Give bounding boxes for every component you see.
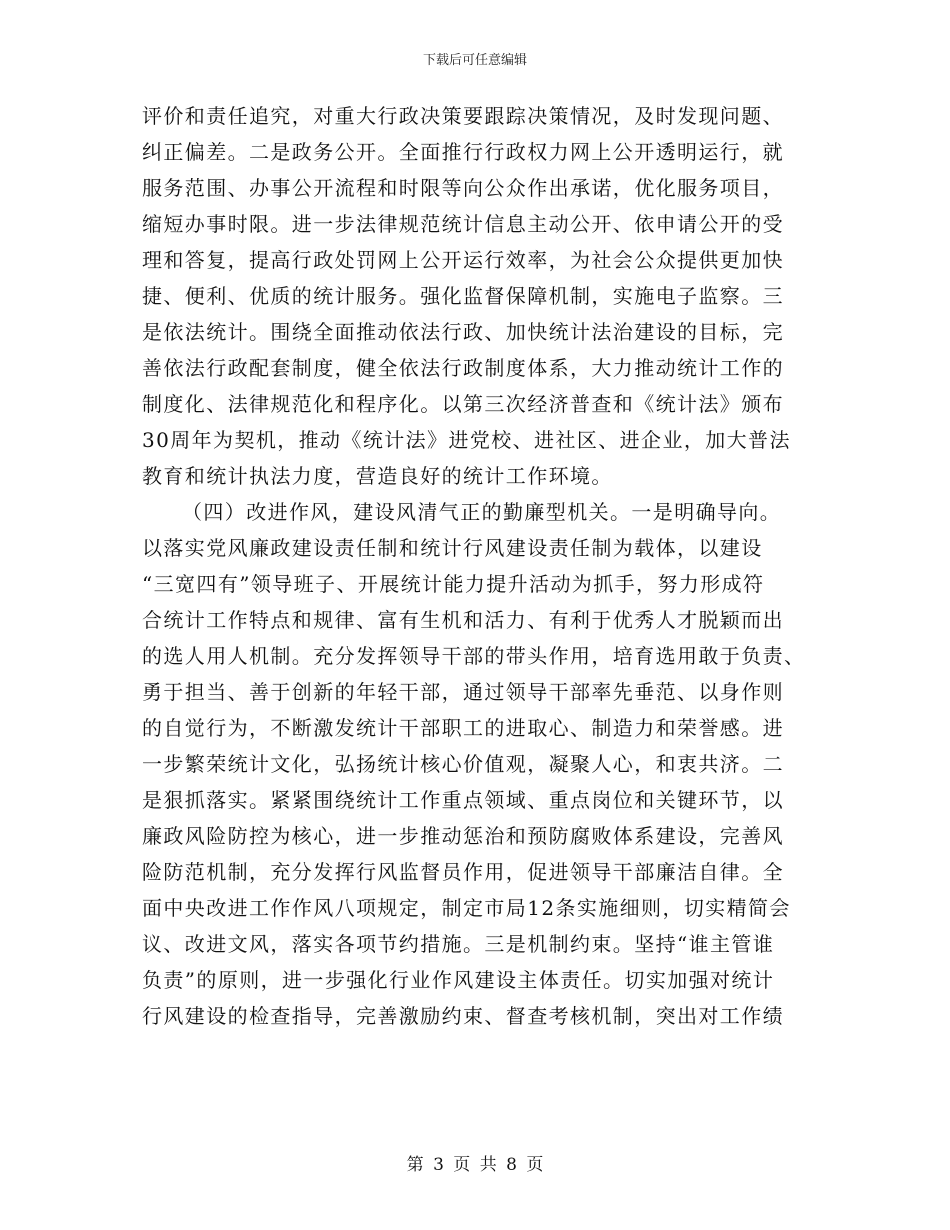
text-line: 30周年为契机，推动《统计法》进党校、进社区、进企业，加大普法	[142, 428, 791, 452]
text-line: 捷、便利、优质的统计服务。强化监督保障机制，实施电子监察。三	[142, 284, 784, 308]
text-line: 纠正偏差。二是政务公开。全面推行行政权力网上公开透明运行，就	[142, 140, 784, 164]
document-body	[142, 98, 806, 1034]
text-line: 是依法统计。围绕全面推动依法行政、加快统计法治建设的目标，完	[142, 320, 784, 344]
text-line: 负责”的原则，进一步强化行业作风建设主体责任。切实加强对统计	[142, 968, 775, 992]
text-line: “三宽四有”领导班子、开展统计能力提升活动为抓手，努力形成符	[142, 572, 765, 596]
text-line: 险防范机制，充分发挥行风监督员作用，促进领导干部廉洁自律。全	[142, 860, 784, 884]
text-line: 以落实党风廉政建设责任制和统计行风建设责任制为载体，以建设	[142, 536, 763, 560]
text-line: 廉政风险防控为核心，进一步推动惩治和预防腐败体系建设，完善风	[142, 824, 784, 848]
text-line: 善依法行政配套制度，健全依法行政制度体系，大力推动统计工作的	[142, 356, 784, 380]
text-line: 评价和责任追究，对重大行政决策要跟踪决策情况，及时发现问题、	[142, 104, 784, 128]
text-line: 的选人用人机制。充分发挥领导干部的带头作用，培育选用敢于负责、	[142, 644, 806, 668]
text-line: 是狠抓落实。紧紧围绕统计工作重点领域、重点岗位和关键环节，以	[142, 788, 784, 812]
text-line: 勇于担当、善于创新的年轻干部，通过领导干部率先垂范、以身作则	[142, 680, 784, 704]
text-line: 一步繁荣统计文化，弘扬统计核心价值观，凝聚人心，和衷共济。二	[142, 752, 784, 776]
text-line: 缩短办事时限。进一步法律规范统计信息主动公开、依申请公开的受	[142, 212, 784, 236]
text-line: 制度化、法律规范化和程序化。以第三次经济普查和《统计法》颁布	[142, 392, 784, 416]
text-line: 面中央改进工作作风八项规定，制定市局12条实施细则，切实精简会	[142, 896, 791, 920]
page-header: 下载后可任意编辑	[422, 53, 527, 68]
text-line: 议、改进文风，落实各项节约措施。三是机制约束。坚持“谁主管谁	[142, 932, 775, 956]
text-line: 合统计工作特点和规律、富有生机和活力、有利于优秀人才脱颖而出	[142, 608, 784, 632]
text-line: 教育和统计执法力度，营造良好的统计工作环境。	[142, 464, 613, 488]
text-line: 理和答复，提高行政处罚网上公开运行效率，为社会公众提供更加快	[142, 248, 784, 272]
text-line: 服务范围、办事公开流程和时限等向公众作出承诺，优化服务项目，	[142, 176, 784, 200]
section-heading-line: （四）改进作风，建设风清气正的勤廉型机关。一是明确导向。	[182, 500, 782, 524]
text-line: 的自觉行为，不断激发统计干部职工的进取心、制造力和荣誉感。进	[142, 716, 784, 740]
text-line: 行风建设的检查指导，完善激励约束、督查考核机制，突出对工作绩	[142, 1004, 784, 1028]
page-number: 第 3 页 共 8 页	[406, 1155, 544, 1175]
